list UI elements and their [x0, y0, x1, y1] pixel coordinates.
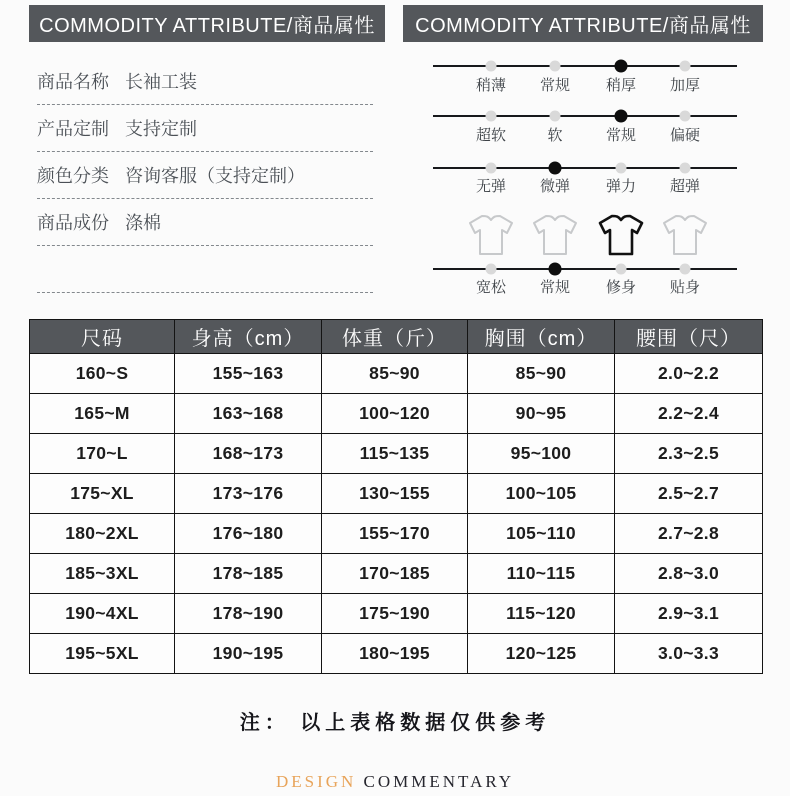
attribute-label: 颜色分类 [37, 166, 109, 186]
attribute-row-color [37, 152, 373, 199]
scale-dot [486, 111, 497, 122]
scale-dot-selected [615, 110, 628, 123]
attribute-label: 商品成份 [37, 213, 109, 233]
table-row [30, 594, 763, 634]
scale-option: 宽松 [475, 279, 507, 296]
size-cell: 115~120 [468, 594, 615, 634]
table-row [30, 554, 763, 594]
scale-option: 弹力 [605, 178, 637, 195]
scale-dot [680, 163, 691, 174]
table-row [30, 394, 763, 434]
thickness-scale-labels [433, 76, 737, 96]
design-commentary-footer [0, 772, 790, 792]
table-row [30, 514, 763, 554]
size-cell: 90~95 [468, 394, 615, 434]
scale-dot [550, 111, 561, 122]
attribute-row-material [37, 199, 373, 246]
scale-option: 微弹 [539, 178, 571, 195]
reference-note: 注： 以上表格数据仅供参考 [239, 712, 551, 734]
size-cell: 130~155 [322, 474, 468, 514]
scale-dot-selected [549, 162, 562, 175]
size-cell: 178~190 [175, 594, 322, 634]
header-title: COMMODITY ATTRIBUTE/商品属性 [39, 15, 375, 37]
scale-option: 常规 [539, 77, 571, 94]
size-table [29, 319, 763, 674]
size-cell: 175~XL [30, 474, 175, 514]
size-cell: 190~4XL [30, 594, 175, 634]
scale-dot [486, 264, 497, 275]
size-cell: 95~100 [468, 434, 615, 474]
size-cell: 100~105 [468, 474, 615, 514]
attribute-row-empty [37, 246, 373, 293]
header-title: COMMODITY ATTRIBUTE/商品属性 [415, 15, 751, 37]
size-cell: 2.7~2.8 [615, 514, 763, 554]
size-cell: 2.9~3.1 [615, 594, 763, 634]
elasticity-scale-labels [433, 177, 737, 197]
footer-design-text: DESIGN [275, 772, 364, 791]
size-table-header-row [30, 320, 763, 354]
size-cell: 160~S [30, 354, 175, 394]
footer-commentary-text: COMMENTARY [363, 772, 515, 791]
attribute-list [37, 58, 373, 293]
attribute-row-product-name [37, 58, 373, 105]
size-cell: 3.0~3.3 [615, 634, 763, 674]
column-header-size: 尺码 [30, 320, 175, 354]
fit-scale-track [433, 268, 737, 270]
attribute-label: 商品名称 [37, 72, 109, 92]
size-cell: 178~185 [175, 554, 322, 594]
size-cell: 2.3~2.5 [615, 434, 763, 474]
size-cell: 2.5~2.7 [615, 474, 763, 514]
column-header-waist: 腰围（尺） [615, 320, 763, 354]
table-row [30, 634, 763, 674]
size-cell: 85~90 [322, 354, 468, 394]
size-cell: 2.0~2.2 [615, 354, 763, 394]
elasticity-scale-track [433, 167, 737, 169]
size-cell: 185~3XL [30, 554, 175, 594]
size-cell: 155~163 [175, 354, 322, 394]
size-cell: 170~185 [322, 554, 468, 594]
size-cell: 155~170 [322, 514, 468, 554]
size-cell: 168~173 [175, 434, 322, 474]
scale-option: 超软 [475, 127, 507, 144]
fit-scale-labels [433, 278, 737, 298]
size-cell: 176~180 [175, 514, 322, 554]
scale-dot-selected [615, 60, 628, 73]
thickness-scale-track [433, 65, 737, 67]
scale-dot [486, 61, 497, 72]
softness-scale-labels [433, 126, 737, 146]
attribute-value: 支持定制 [125, 119, 197, 139]
size-cell: 110~115 [468, 554, 615, 594]
column-header-height: 身高（cm） [175, 320, 322, 354]
size-cell: 165~M [30, 394, 175, 434]
scale-dot [680, 61, 691, 72]
attribute-value: 咨询客服（支持定制） [125, 166, 305, 186]
scale-option: 稍厚 [605, 77, 637, 94]
size-cell: 170~L [30, 434, 175, 474]
size-cell: 180~2XL [30, 514, 175, 554]
attribute-scales [433, 42, 737, 310]
tshirt-icon [531, 213, 579, 257]
scale-option: 常规 [605, 127, 637, 144]
scale-dot-selected [549, 263, 562, 276]
size-cell: 105~110 [468, 514, 615, 554]
attribute-value: 长袖工装 [125, 72, 197, 92]
scale-option: 贴身 [669, 279, 701, 296]
size-cell: 163~168 [175, 394, 322, 434]
scale-dot [616, 163, 627, 174]
scale-dot [486, 163, 497, 174]
size-cell: 2.8~3.0 [615, 554, 763, 594]
size-cell: 180~195 [322, 634, 468, 674]
tshirt-icon [467, 213, 515, 257]
scale-dot [616, 264, 627, 275]
softness-scale-track [433, 115, 737, 117]
tshirt-icon [661, 213, 709, 257]
column-header-weight: 体重（斤） [322, 320, 468, 354]
scale-option: 修身 [605, 279, 637, 296]
size-cell: 100~120 [322, 394, 468, 434]
size-cell: 195~5XL [30, 634, 175, 674]
size-cell: 115~135 [322, 434, 468, 474]
commodity-attribute-header-right [403, 5, 763, 42]
scale-option: 偏硬 [669, 127, 701, 144]
scale-option: 软 [547, 127, 563, 144]
scale-option: 无弹 [475, 178, 507, 195]
size-cell: 120~125 [468, 634, 615, 674]
scale-option: 稍薄 [475, 77, 507, 94]
column-header-chest: 胸围（cm） [468, 320, 615, 354]
size-cell: 85~90 [468, 354, 615, 394]
attribute-row-customization [37, 105, 373, 152]
size-cell: 190~195 [175, 634, 322, 674]
size-cell: 173~176 [175, 474, 322, 514]
scale-dot [680, 111, 691, 122]
scale-dot [550, 61, 561, 72]
attribute-label: 产品定制 [37, 119, 109, 139]
table-row [30, 434, 763, 474]
scale-option: 加厚 [669, 77, 701, 94]
scale-dot [680, 264, 691, 275]
attribute-value: 涤棉 [125, 213, 161, 233]
size-cell: 175~190 [322, 594, 468, 634]
scale-option: 常规 [539, 279, 571, 296]
size-cell: 2.2~2.4 [615, 394, 763, 434]
table-row [30, 474, 763, 514]
table-row [30, 354, 763, 394]
tshirt-icon-highlighted [597, 213, 645, 257]
scale-option: 超弹 [669, 178, 701, 195]
commodity-attribute-header-left [29, 5, 385, 42]
